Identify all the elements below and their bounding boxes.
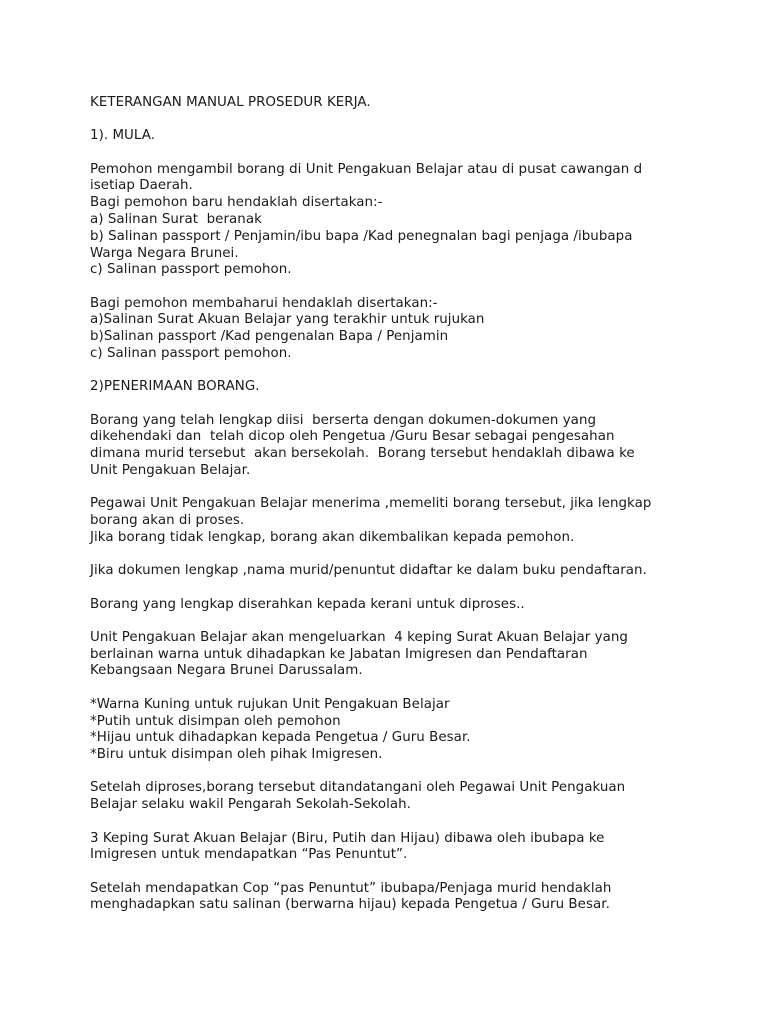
text-line: Bagi pemohon baru hendaklah disertakan:- — [90, 195, 383, 211]
text-line: Warga Negara Brunei. — [90, 245, 239, 261]
paragraph-gap — [90, 764, 710, 781]
paragraph-gap — [90, 396, 710, 413]
text-line: Pemohon mengambil borang di Unit Pengakuan Belajar atau di pusat cawangan d — [90, 161, 643, 177]
text-line: dikehendaki dan telah dicop oleh Pengetua /Guru Besar sebagai pengesahan — [90, 429, 615, 445]
text-line: berlainan warna untuk dihadapkan ke Jabatan Imigresen dan Pendaftaran — [90, 646, 588, 662]
list-item: b) Salinan passport / Penjamin/ibu bapa /Kad penegnalan bagi penjaga /ibubapa — [90, 228, 633, 244]
document-body — [90, 95, 710, 914]
text-line: Unit Pengakuan Belajar akan mengeluarkan 4 keping Surat Akuan Belajar yang — [90, 629, 628, 645]
section-heading-mula: 1). MULA. — [90, 128, 156, 144]
text-line: menghadapkan satu salinan (berwarna hijau) kepada Pengetua / Guru Besar. — [90, 897, 610, 913]
document-title: KETERANGAN MANUAL PROSEDUR KERJA. — [90, 95, 371, 110]
text-line: Borang yang lengkap diserahkan kepada kerani untuk diproses.. — [90, 596, 525, 612]
paragraph-gap — [90, 547, 710, 564]
paragraph-gap — [90, 112, 710, 129]
text-line: borang akan di proses. — [90, 513, 245, 529]
paragraph-gap — [90, 480, 710, 497]
text-line: Setelah mendapatkan Cop “pas Penuntut” ibubapa/Penjaga murid hendaklah — [90, 880, 612, 896]
paragraph-gap — [90, 580, 710, 597]
list-item: *Putih untuk disimpan oleh pemohon — [90, 713, 341, 729]
list-item: b)Salinan passport /Kad pengenalan Bapa / Penjamin — [90, 329, 449, 345]
text-line: isetiap Daerah. — [90, 178, 193, 194]
text-line: Borang yang telah lengkap diisi berserta dengan dokumen-dokumen yang — [90, 412, 597, 428]
paragraph-gap — [90, 864, 710, 881]
list-item: a) Salinan Surat beranak — [90, 211, 262, 227]
list-item: c) Salinan passport pemohon. — [90, 262, 292, 278]
section-heading-penerimaan: 2)PENERIMAAN BORANG. — [90, 379, 260, 395]
text-line: Jika dokumen lengkap ,nama murid/penuntut didaftar ke dalam buku pendaftaran. — [90, 563, 647, 579]
text-line: dimana murid tersebut akan bersekolah. Borang tersebut hendaklah dibawa ke — [90, 446, 635, 462]
list-item: a)Salinan Surat Akuan Belajar yang terakhir untuk rujukan — [90, 312, 485, 328]
text-line: Pegawai Unit Pengakuan Belajar menerima ,memeliti borang tersebut, jika lengkap — [90, 496, 652, 512]
list-item: *Warna Kuning untuk rujukan Unit Pengakuan Belajar — [90, 696, 450, 712]
list-item: c) Salinan passport pemohon. — [90, 346, 292, 362]
paragraph-gap — [90, 680, 710, 697]
list-item: *Biru untuk disimpan oleh pihak Imigresen. — [90, 747, 383, 763]
paragraph-gap — [90, 814, 710, 831]
text-line: Kebangsaan Negara Brunei Darussalam. — [90, 663, 363, 679]
paragraph-gap — [90, 279, 710, 296]
text-line: Bagi pemohon membaharui hendaklah disertakan:- — [90, 295, 438, 311]
text-line: Imigresen untuk mendapatkan “Pas Penuntut”. — [90, 847, 408, 863]
text-line: Setelah diproses,borang tersebut ditandatangani oleh Pegawai Unit Pengakuan — [90, 780, 626, 796]
text-line: Unit Pengakuan Belajar. — [90, 463, 251, 479]
text-line: Belajar selaku wakil Pengarah Sekolah-Sekolah. — [90, 797, 411, 813]
text-line: Jika borang tidak lengkap, borang akan dikembalikan kepada pemohon. — [90, 529, 575, 545]
paragraph-gap — [90, 145, 710, 162]
paragraph-gap — [90, 363, 710, 380]
text-line: 3 Keping Surat Akuan Belajar (Biru, Putih dan Hijau) dibawa oleh ibubapa ke — [90, 830, 605, 846]
paragraph-gap — [90, 613, 710, 630]
list-item: *Hijau untuk dihadapkan kepada Pengetua / Guru Besar. — [90, 730, 471, 746]
